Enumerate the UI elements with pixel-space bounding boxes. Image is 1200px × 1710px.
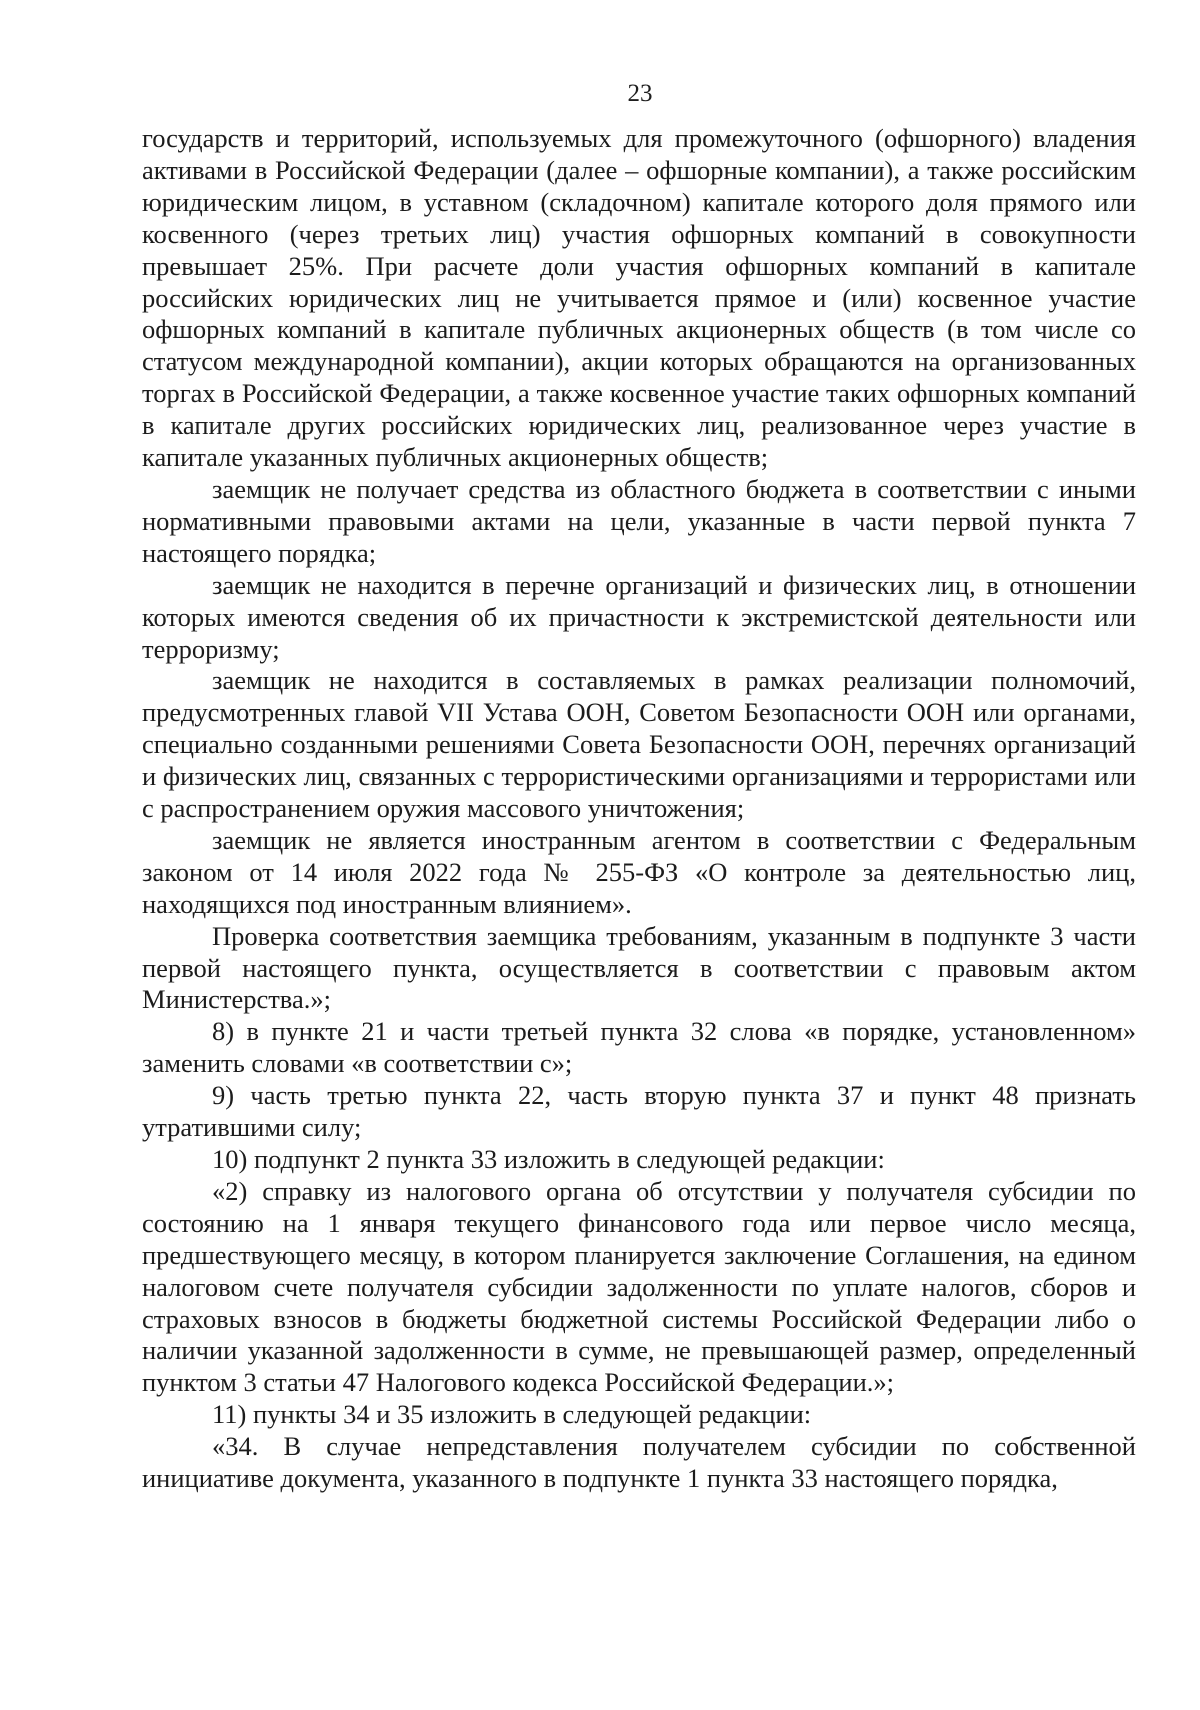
- paragraph-item-11: 11) пункты 34 и 35 изложить в следующей редакции:: [212, 1399, 812, 1430]
- document-body: [142, 123, 1136, 1495]
- paragraph-item-10: 10) подпункт 2 пункта 33 изложить в следующей редакции:: [212, 1144, 885, 1174]
- paragraph-tax-certificate: «2) справку из налогового органа об отсутствии у получателя субсидии по состоянию на 1 января текущего финансового года или первое число месяца, предшествующего месяцу, в котором планируется заключение Соглашения, на едином налоговом счете получателя субсидии задолженности по уплате налогов, сборов и страховых взносов в бюджеты бюджетной системы Российской Федерации либо о наличии указанной задолженности в сумме, не превышающей размер, определенный пунктом 3 статьи 47 Налогового кодекса Российской Федерации.»;: [142, 1175, 1136, 1398]
- page-number: 23: [627, 80, 653, 107]
- paragraph-compliance-check: Проверка соответствия заемщика требованиям, указанным в подпункте 3 части первой настоящего пункта, осуществляется в соответствии с правовым актом Министерства.»;: [142, 920, 1136, 1015]
- paragraph-item-9: 9) часть третью пункта 22, часть вторую пункта 37 и пункт 48 признать утратившими силу;: [142, 1080, 1136, 1143]
- paragraph-not-in-un-lists: заемщик не находится в составляемых в рамках реализации полномочий, предусмотренных главой VII Устава ООН, Советом Безопасности ООН или органами, специально созданными решениями Совета Безопасности ООН, перечнях организаций и физических лиц, связанных с террористическими организациями и террористами или с распространением оружия массового уничтожения;: [142, 665, 1136, 824]
- paragraph-offshore-continuation: государств и территорий, используемых для промежуточного (офшорного) владения активами в Российской Федерации (далее – офшорные компании), а также российским юридическим лицом, в уставном (складочном) капитале которого доля прямого или косвенного (через третьих лиц) участия офшорных компаний в совокупности превышает 25%. При расчете доли участия офшорных компаний в капитале российских юридических лиц не учитывается прямое и (или) косвенное участие офшорных компаний в капитале публичных акционерных обществ (в том числе со статусом международной компании), акции которых обращаются на организованных торгах в Российской Федерации, а также косвенное участие таких офшорных компаний в капитале других российских юридических лиц, реализованное через участие в капитале указанных публичных акционерных обществ;: [142, 123, 1136, 473]
- paragraph-not-foreign-agent: заемщик не является иностранным агентом в соответствии с Федеральным законом от 14 июля 2022 года № 255-ФЗ «О контроле за деятельностью лиц, находящихся под иностранным влиянием».: [142, 824, 1136, 919]
- paragraph-item-8: 8) в пункте 21 и части третьей пункта 32 слова «в порядке, установленном» заменить словами «в соответствии с»;: [142, 1016, 1136, 1079]
- paragraph-not-in-extremism-list: заемщик не находится в перечне организаций и физических лиц, в отношении которых имеются сведения об их причастности к экстремистской деятельности или терроризму;: [142, 569, 1136, 664]
- paragraph-item-34: «34. В случае непредставления получателем субсидии по собственной инициативе документа, указанного в подпункте 1 пункта 33 настоящего порядка,: [142, 1431, 1136, 1494]
- paragraph-no-regional-budget-funds: заемщик не получает средства из областного бюджета в соответствии с иными нормативными правовыми актами на цели, указанные в части первой пункта 7 настоящего порядка;: [142, 473, 1136, 568]
